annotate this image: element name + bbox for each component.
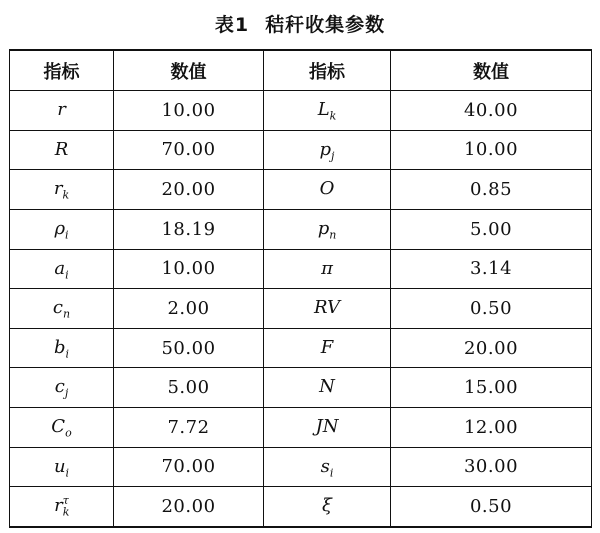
symbol-base: JN [315,416,339,438]
indicator-value: 20.00 [114,170,264,210]
indicator-value: 0.50 [391,487,592,527]
indicator-symbol [264,130,391,170]
indicator-value: 10.00 [114,249,264,289]
header-value-left: 数值 [114,50,264,91]
indicator-value: 15.00 [391,368,592,408]
symbol-subscript: i [65,228,69,242]
table-row [10,328,592,368]
symbol-base: L [317,99,330,121]
indicator-value: 40.00 [391,91,592,131]
indicator-value: 2.00 [114,289,264,329]
indicator-value: 12.00 [391,408,592,448]
table-row [10,487,592,527]
indicator-symbol [264,249,391,289]
symbol-base: ξ [322,495,332,517]
table-row [10,130,592,170]
indicator-symbol [10,170,114,210]
symbol-base: b [53,336,66,358]
indicator-symbol [264,170,391,210]
symbol-base: p [317,217,330,239]
symbol-subscript: j [331,149,335,163]
indicator-value: 3.14 [391,249,592,289]
indicator-symbol [10,447,114,487]
table-body [10,91,592,528]
symbol-subscript: j [64,386,69,400]
indicator-symbol [10,209,114,249]
symbol-base: N [319,376,335,398]
table-row [10,289,592,329]
indicator-symbol [10,487,114,527]
indicator-value: 20.00 [391,328,592,368]
table-row [10,249,592,289]
indicator-symbol [10,249,114,289]
table-row [10,408,592,448]
symbol-base: r [53,178,63,200]
symbol-subscript: i [65,347,70,361]
indicator-value: 70.00 [114,447,264,487]
symbol-subscript: i [329,466,334,480]
indicator-symbol [264,289,391,329]
indicator-value: 30.00 [391,447,592,487]
indicator-value: 7.72 [114,408,264,448]
symbol-subscript: i [65,268,69,282]
symbol-base: π [321,257,333,279]
symbol-base: RV [314,297,340,319]
indicator-value: 0.50 [391,289,592,329]
symbol-subscript: n [63,307,71,321]
symbol-base: c [52,297,63,319]
indicator-symbol [264,408,391,448]
indicator-value: 10.00 [114,91,264,131]
header-indicator-right: 指标 [264,50,391,91]
indicator-symbol [10,328,114,368]
indicator-symbol [10,130,114,170]
indicator-value: 70.00 [114,130,264,170]
symbol-base: R [54,138,69,160]
symbol-base: O [319,178,335,200]
symbol-subscript: n [329,228,337,242]
indicator-symbol [264,447,391,487]
indicator-value: 5.00 [391,209,592,249]
symbol-base: F [320,336,334,358]
indicator-symbol [264,91,391,131]
table-row [10,447,592,487]
symbol-base: r [54,495,63,517]
table-number: 表1 [214,14,250,36]
indicator-symbol [10,368,114,408]
table-row [10,209,592,249]
symbol-base: ρ [54,217,66,239]
indicator-symbol [10,289,114,329]
symbol-base: p [319,138,332,160]
symbol-subscript: k [62,505,70,519]
symbol-base: u [53,455,66,477]
symbol-base: s [320,455,330,477]
table-row [10,170,592,210]
parameter-table [9,49,592,528]
indicator-symbol [264,368,391,408]
symbol-superscript: τ [62,494,69,508]
indicator-symbol [264,209,391,249]
header-value-right: 数值 [391,50,592,91]
table-title: 秸秆收集参数 [265,14,386,36]
header-row [10,50,592,91]
table-caption [0,10,600,37]
symbol-subscript: k [62,188,70,202]
indicator-value: 20.00 [114,487,264,527]
indicator-symbol [10,91,114,131]
indicator-value: 50.00 [114,328,264,368]
symbol-base: a [54,257,66,279]
indicator-symbol [10,408,114,448]
symbol-base: r [57,99,66,121]
table-row [10,91,592,131]
indicator-value: 0.85 [391,170,592,210]
symbol-subscript: i [65,466,70,480]
indicator-symbol [264,487,391,527]
symbol-base: c [54,376,65,398]
symbol-base: C [51,416,66,438]
header-indicator-left: 指标 [10,50,114,91]
indicator-value: 18.19 [114,209,264,249]
indicator-symbol [264,328,391,368]
symbol-subscript: k [329,109,337,123]
indicator-value: 10.00 [391,130,592,170]
table-row [10,368,592,408]
symbol-subscript: o [65,426,72,440]
indicator-value: 5.00 [114,368,264,408]
